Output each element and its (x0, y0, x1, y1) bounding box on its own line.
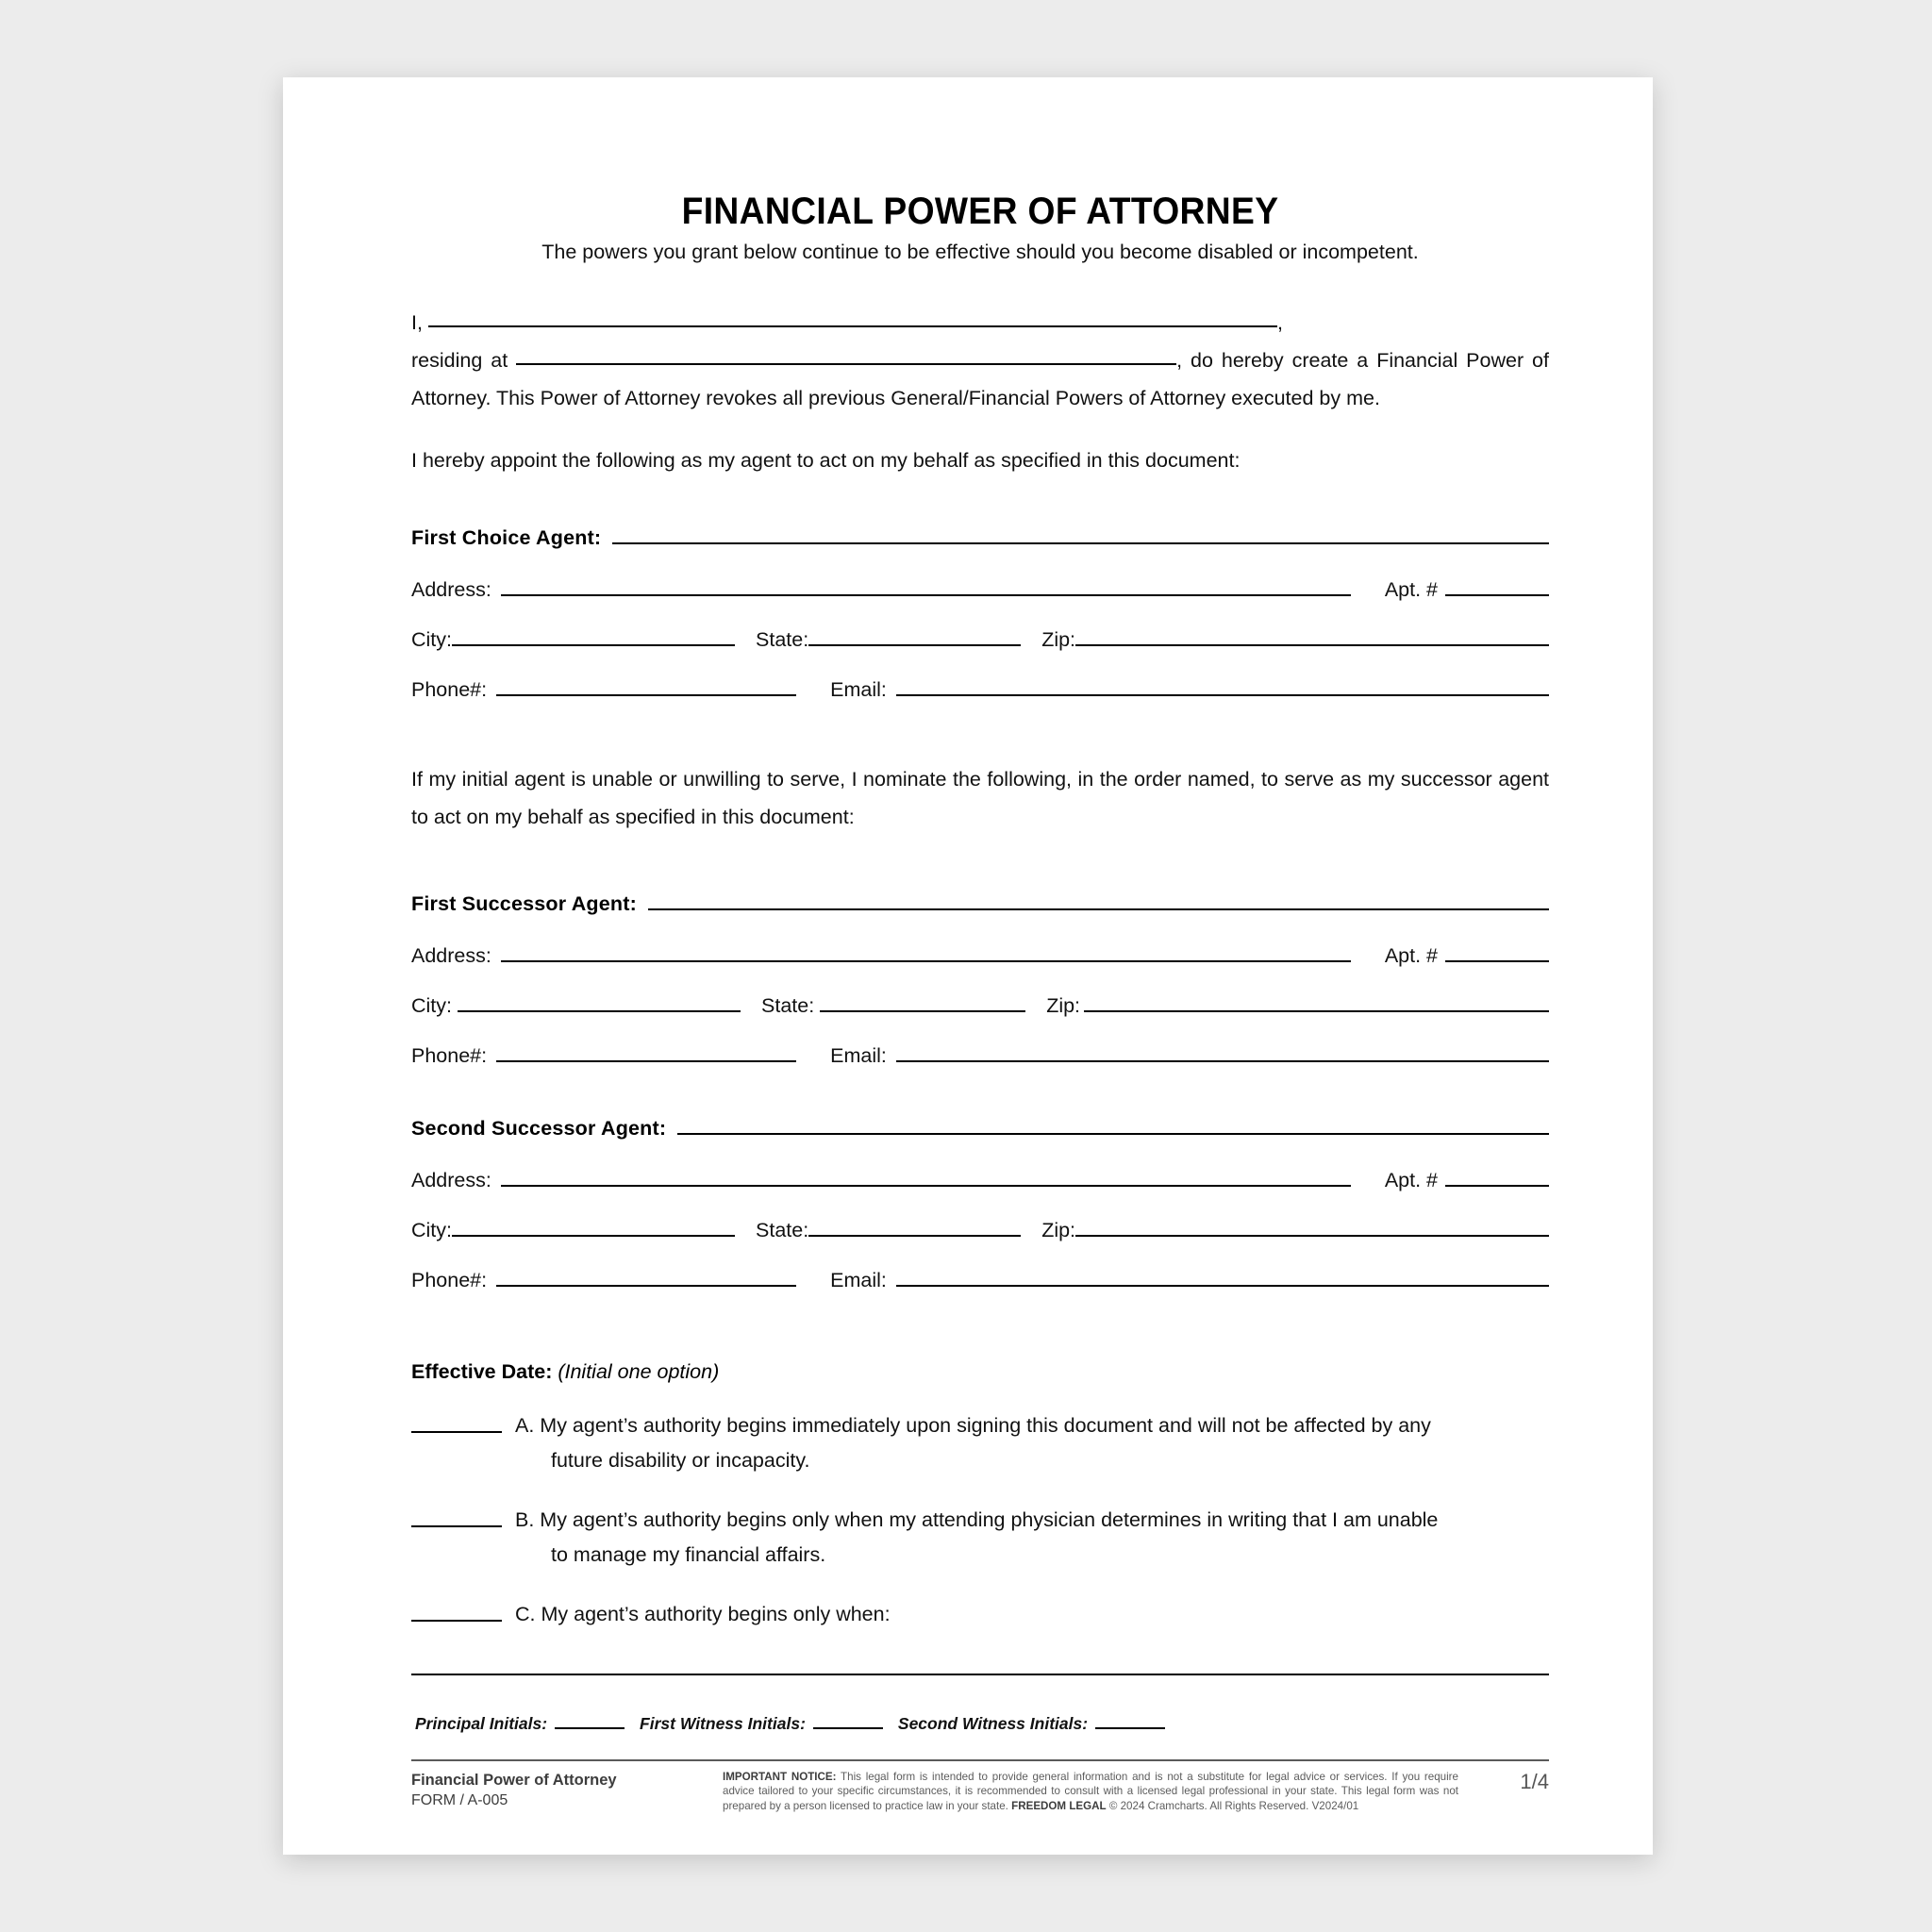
agent2-address-blank[interactable] (501, 944, 1351, 962)
zip-label: Zip: (1041, 1219, 1076, 1241)
first-choice-agent-heading (411, 526, 1549, 550)
footer-legal-notice (723, 1770, 1483, 1814)
initials-line (415, 1714, 1547, 1734)
agent3-state-blank[interactable] (808, 1219, 1021, 1237)
first-successor-agent-label: First Successor Agent: (411, 892, 637, 915)
email-label: Email: (830, 1269, 887, 1291)
successor-intro-paragraph: If my initial agent is unable or unwilling to serve, I nominate the following, in the order named, to serve as my successor agent to act on my behalf as specified in this document: (411, 768, 1549, 828)
agent3-email-blank[interactable] (896, 1269, 1549, 1287)
agent1-state-blank[interactable] (808, 628, 1021, 646)
agent3-city-state-zip-row (411, 1219, 1549, 1242)
second-successor-agent-name-blank[interactable] (677, 1117, 1549, 1135)
first-successor-agent-heading (411, 892, 1549, 916)
agent2-email-blank[interactable] (896, 1044, 1549, 1062)
principal-name-blank[interactable] (428, 325, 1277, 327)
footer-copyright: © 2024 Cramcharts. All Rights Reserved. V2024/01 (1106, 1799, 1359, 1812)
principal-initials-group (415, 1714, 640, 1734)
footer-form-identity (411, 1770, 723, 1811)
city-label: City: (411, 1219, 452, 1241)
option-b-line2: to manage my financial affairs. (551, 1543, 826, 1566)
apt-label: Apt. # (1384, 944, 1438, 967)
email-label: Email: (830, 678, 887, 701)
city-label: City: (411, 628, 452, 651)
principal-address-blank[interactable] (516, 363, 1176, 365)
agent2-city-state-zip-row (411, 994, 1549, 1018)
agent3-zip-blank[interactable] (1075, 1219, 1549, 1237)
first-choice-agent-label: First Choice Agent: (411, 526, 602, 549)
second-successor-agent-heading (411, 1117, 1549, 1141)
footer-form-code: FORM / A-005 (411, 1791, 508, 1808)
declaration-paragraph (411, 304, 1549, 417)
agent2-city-blank[interactable] (458, 994, 741, 1012)
option-a-initial-blank[interactable] (411, 1408, 502, 1433)
second-witness-initials-group (898, 1714, 1180, 1734)
effective-date-heading (411, 1360, 1549, 1384)
zip-label: Zip: (1041, 628, 1076, 651)
first-witness-initials-group (640, 1714, 898, 1734)
option-a-line2: future disability or incapacity. (551, 1449, 810, 1472)
effective-date-label: Effective Date: (411, 1360, 553, 1383)
option-b-text (515, 1503, 1549, 1573)
agent1-apt-blank[interactable] (1445, 578, 1549, 596)
principal-initials-blank[interactable] (555, 1715, 625, 1729)
option-b-line1: B. My agent’s authority begins only when my attending physician determines in writing that I am unable (515, 1508, 1439, 1531)
effective-date-option-c (411, 1597, 1549, 1632)
footer-page-number: 1/4 (1520, 1769, 1549, 1793)
page-title: FINANCIAL POWER OF ATTORNEY (681, 191, 1279, 232)
agent2-apt-blank[interactable] (1445, 944, 1549, 962)
state-label: State: (756, 628, 809, 651)
address-label: Address: (411, 944, 491, 967)
first-witness-initials-label: First Witness Initials: (640, 1714, 806, 1733)
agent3-address-blank[interactable] (501, 1169, 1351, 1187)
comma-after-name: , (1276, 311, 1283, 334)
option-c-initial-blank[interactable] (411, 1597, 502, 1622)
agent3-apt-blank[interactable] (1445, 1169, 1549, 1187)
city-label: City: (411, 994, 452, 1017)
document-subtitle: The powers you grant below continue to be effective should you become disabled or incompetent. (541, 241, 1419, 263)
residing-at-label: residing at (411, 349, 508, 372)
email-label: Email: (830, 1044, 887, 1067)
agent1-email-blank[interactable] (896, 678, 1549, 696)
appointment-paragraph: I hereby appoint the following as my agent to act on my behalf as specified in this document: (411, 449, 1241, 472)
principal-initials-label: Principal Initials: (415, 1714, 548, 1733)
footer-notice-body: This legal form is intended to provide general information and is not a substitute for legal advice or services. If you require advice tailored to your specific circumstances, it is recommended to consult with a licensed legal professional in your state. This legal form was not prepared by a person licensed to practice law in your state. (723, 1770, 1458, 1812)
second-witness-initials-label: Second Witness Initials: (897, 1714, 1089, 1733)
first-witness-initials-blank[interactable] (813, 1715, 883, 1729)
option-b-initial-blank[interactable] (411, 1503, 502, 1527)
option-a-line1: A. My agent’s authority begins immediately upon signing this document and will not be affected by any (515, 1414, 1431, 1437)
page-content (411, 191, 1549, 1855)
agent3-phone-email-row (411, 1269, 1549, 1292)
effective-date-option-b (411, 1503, 1549, 1573)
state-label: State: (756, 1219, 809, 1241)
agent1-address-blank[interactable] (501, 578, 1351, 596)
effective-date-instruction: (Initial one option) (558, 1360, 720, 1383)
address-label: Address: (411, 578, 491, 601)
document-page (283, 77, 1653, 1855)
effective-date-option-a (411, 1408, 1549, 1478)
apt-label: Apt. # (1384, 578, 1438, 601)
agent2-zip-blank[interactable] (1084, 994, 1549, 1012)
agent3-phone-blank[interactable] (496, 1269, 796, 1287)
agent2-phone-email-row (411, 1044, 1549, 1068)
second-witness-initials-blank[interactable] (1095, 1715, 1165, 1729)
agent1-phone-email-row (411, 678, 1549, 702)
footer-notice-lead: IMPORTANT NOTICE: (723, 1770, 837, 1783)
do-hereby-text: , do hereby (1176, 349, 1284, 372)
i-label: I, (411, 311, 423, 334)
agent1-phone-blank[interactable] (496, 678, 796, 696)
agent3-address-row (411, 1169, 1549, 1192)
agent2-phone-blank[interactable] (496, 1044, 796, 1062)
address-label: Address: (411, 1169, 491, 1191)
agent1-city-blank[interactable] (452, 628, 735, 646)
footer-form-title: Financial Power of Attorney (411, 1771, 617, 1789)
state-label: State: (761, 994, 815, 1017)
option-c-write-in-blank[interactable] (411, 1674, 1549, 1675)
page-footer (411, 1759, 1549, 1814)
agent2-state-blank[interactable] (820, 994, 1025, 1012)
agent1-zip-blank[interactable] (1075, 628, 1549, 646)
agent3-city-blank[interactable] (452, 1219, 735, 1237)
phone-label: Phone#: (411, 678, 488, 701)
option-c-text: C. My agent’s authority begins only when: (515, 1603, 891, 1625)
agent1-address-row (411, 578, 1549, 602)
option-a-text (515, 1408, 1549, 1478)
first-successor-agent-name-blank[interactable] (648, 892, 1549, 910)
declaration-body: create a Financial Power of Attorney. This Power of Attorney revokes all previous General/Financial Powers of Attorney executed by me. (411, 349, 1549, 409)
footer-brand: FREEDOM LEGAL (1011, 1799, 1107, 1812)
agent2-address-row (411, 944, 1549, 968)
apt-label: Apt. # (1384, 1169, 1438, 1191)
phone-label: Phone#: (411, 1269, 488, 1291)
phone-label: Phone#: (411, 1044, 488, 1067)
second-successor-agent-label: Second Successor Agent: (411, 1117, 667, 1140)
agent1-city-state-zip-row (411, 628, 1549, 652)
first-choice-agent-name-blank[interactable] (612, 526, 1549, 544)
zip-label: Zip: (1046, 994, 1081, 1017)
